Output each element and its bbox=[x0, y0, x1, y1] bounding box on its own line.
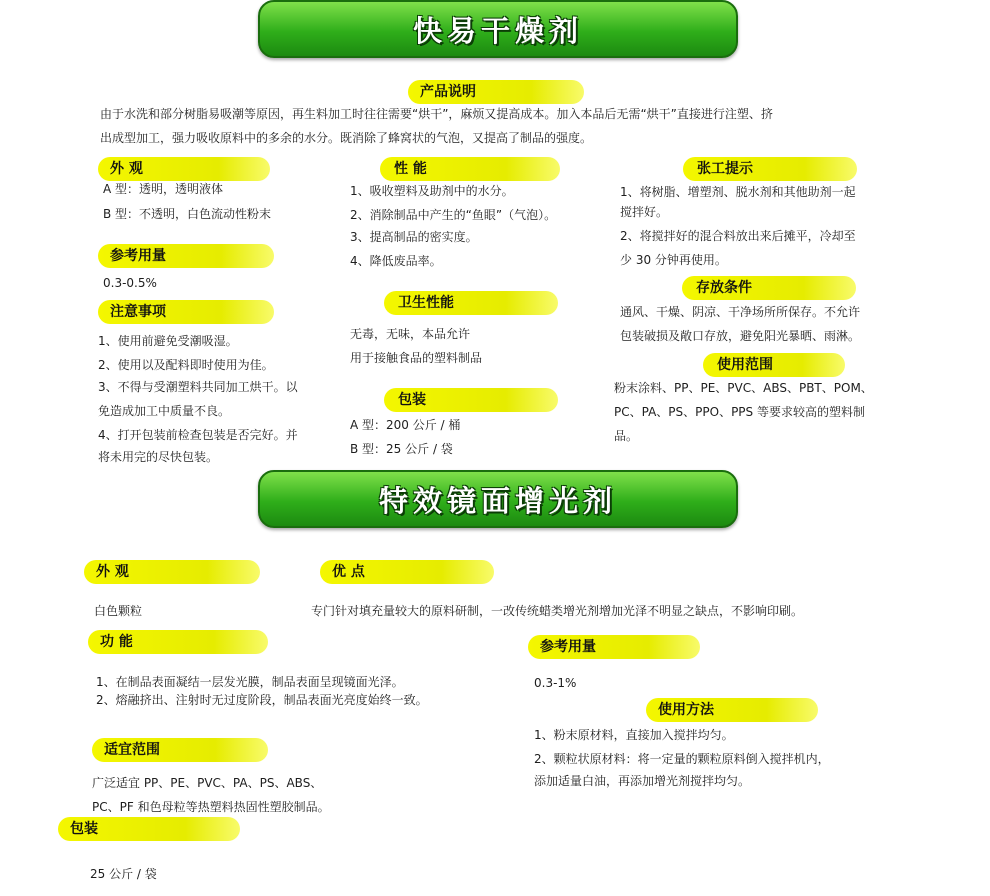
section2-title: 特效镜面增光剂 bbox=[378, 483, 617, 518]
section1-title-banner bbox=[258, 0, 738, 58]
appearance-line: B 型：不透明，白色流动性粉末 bbox=[103, 207, 272, 221]
section2-title-banner bbox=[258, 470, 738, 528]
storage-line: 包装破损及敞口存放，避免阳光暴晒、雨淋。 bbox=[620, 329, 861, 343]
s2-packaging-label: 包装 bbox=[58, 817, 240, 841]
s2-dosage-label: 参考用量 bbox=[528, 635, 700, 659]
performance-line: 1、吸收塑料及助剂中的水分。 bbox=[350, 184, 514, 198]
tips-label: 张工提示 bbox=[683, 157, 857, 181]
performance-line: 4、降低废品率。 bbox=[350, 254, 442, 268]
packaging-line: A 型：200 公斤 / 桶 bbox=[350, 418, 461, 432]
notes-line: 将未用完的尽快包装。 bbox=[98, 450, 219, 464]
notes-line: 2、使用以及配料即时使用为佳。 bbox=[98, 358, 274, 372]
section1-title: 快易干燥剂 bbox=[412, 13, 583, 48]
dosage-label: 参考用量 bbox=[98, 244, 274, 268]
dosage-line: 0.3-0.5% bbox=[103, 276, 157, 290]
notes-line: 1、使用前避免受潮吸湿。 bbox=[98, 334, 238, 348]
range-line: 广泛适宜 PP、PE、PVC、PA、PS、ABS、 bbox=[92, 776, 323, 790]
usage-range-label: 使用范围 bbox=[703, 353, 845, 377]
intro-label: 产品说明 bbox=[408, 80, 584, 104]
hygiene-line: 无毒，无味，本品允许 bbox=[350, 327, 471, 341]
advantages-line: 专门针对填充量较大的原料研制，一改传统蜡类增光剂增加光泽不明显之缺点，不影响印刷。 bbox=[311, 604, 804, 618]
function-line: 2、熔融挤出、注射时无过度阶段，制品表面光亮度始终一致。 bbox=[96, 693, 428, 707]
range-label: 适宜范围 bbox=[92, 738, 268, 762]
usage-range-line: 品。 bbox=[614, 429, 639, 443]
notes-label: 注意事项 bbox=[98, 300, 274, 324]
method-line: 2、颗粒状原材料：将一定量的颗粒原料倒入搅拌机内， bbox=[534, 752, 830, 766]
hygiene-line: 用于接触食品的塑料制品 bbox=[350, 351, 483, 365]
method-line: 添加适量白油，再添加增光剂搅拌均匀。 bbox=[534, 774, 751, 788]
s2-appearance-line: 白色颗粒 bbox=[94, 604, 143, 618]
notes-line: 3、不得与受潮塑料共同加工烘干。以 bbox=[98, 380, 298, 394]
s2-appearance-label: 外 观 bbox=[84, 560, 260, 584]
performance-line: 2、消除制品中产生的“鱼眼”（气泡）。 bbox=[350, 208, 557, 222]
usage-range-line: PC、PA、PS、PPO、PPS 等要求较高的塑料制 bbox=[614, 405, 865, 419]
s2-dosage-line: 0.3-1% bbox=[534, 676, 577, 690]
hygiene-label: 卫生性能 bbox=[384, 291, 558, 315]
performance-line: 3、提高制品的密实度。 bbox=[350, 230, 478, 244]
intro-line-2: 出成型加工，强力吸收原料中的多余的水分。既消除了蜂窝状的气泡，又提高了制品的强度。 bbox=[100, 131, 593, 145]
tips-line: 2、将搅拌好的混合料放出来后摊平，冷却至 bbox=[620, 229, 856, 243]
tips-line: 少 30 分钟再使用。 bbox=[620, 253, 727, 267]
tips-line: 搅拌好。 bbox=[620, 205, 669, 219]
storage-line: 通风、干燥、阴凉、干净场所所保存。不允许 bbox=[620, 305, 861, 319]
appearance-label: 外 观 bbox=[98, 157, 270, 181]
advantages-label: 优 点 bbox=[320, 560, 494, 584]
function-label: 功 能 bbox=[88, 630, 268, 654]
packaging-label: 包装 bbox=[384, 388, 558, 412]
performance-label: 性 能 bbox=[380, 157, 560, 181]
method-line: 1、粉末原材料，直接加入搅拌均匀。 bbox=[534, 728, 734, 742]
notes-line: 4、打开包装前检查包装是否完好。并 bbox=[98, 428, 298, 442]
appearance-line: A 型：透明，透明液体 bbox=[103, 182, 224, 196]
function-line: 1、在制品表面凝结一层发光膜，制品表面呈现镜面光泽。 bbox=[96, 675, 404, 689]
tips-line: 1、将树脂、增塑剂、脱水剂和其他助剂一起 bbox=[620, 185, 856, 199]
method-label: 使用方法 bbox=[646, 698, 818, 722]
usage-range-line: 粉末涂料、PP、PE、PVC、ABS、PBT、POM、 bbox=[614, 381, 873, 395]
packaging-line: B 型：25 公斤 / 袋 bbox=[350, 442, 453, 456]
s2-packaging-line: 25 公斤 / 袋 bbox=[90, 867, 157, 881]
intro-line-1: 由于水洗和部分树脂易吸潮等原因，再生料加工时往往需要“烘干”，麻烦又提高成本。加入本品后无需“烘干”直接进行注塑、挤 bbox=[100, 107, 773, 121]
notes-line: 免造成加工中质量不良。 bbox=[98, 404, 231, 418]
range-line: PC、PF 和色母粒等热塑料热固性塑胶制品。 bbox=[92, 800, 330, 814]
storage-label: 存放条件 bbox=[682, 276, 856, 300]
